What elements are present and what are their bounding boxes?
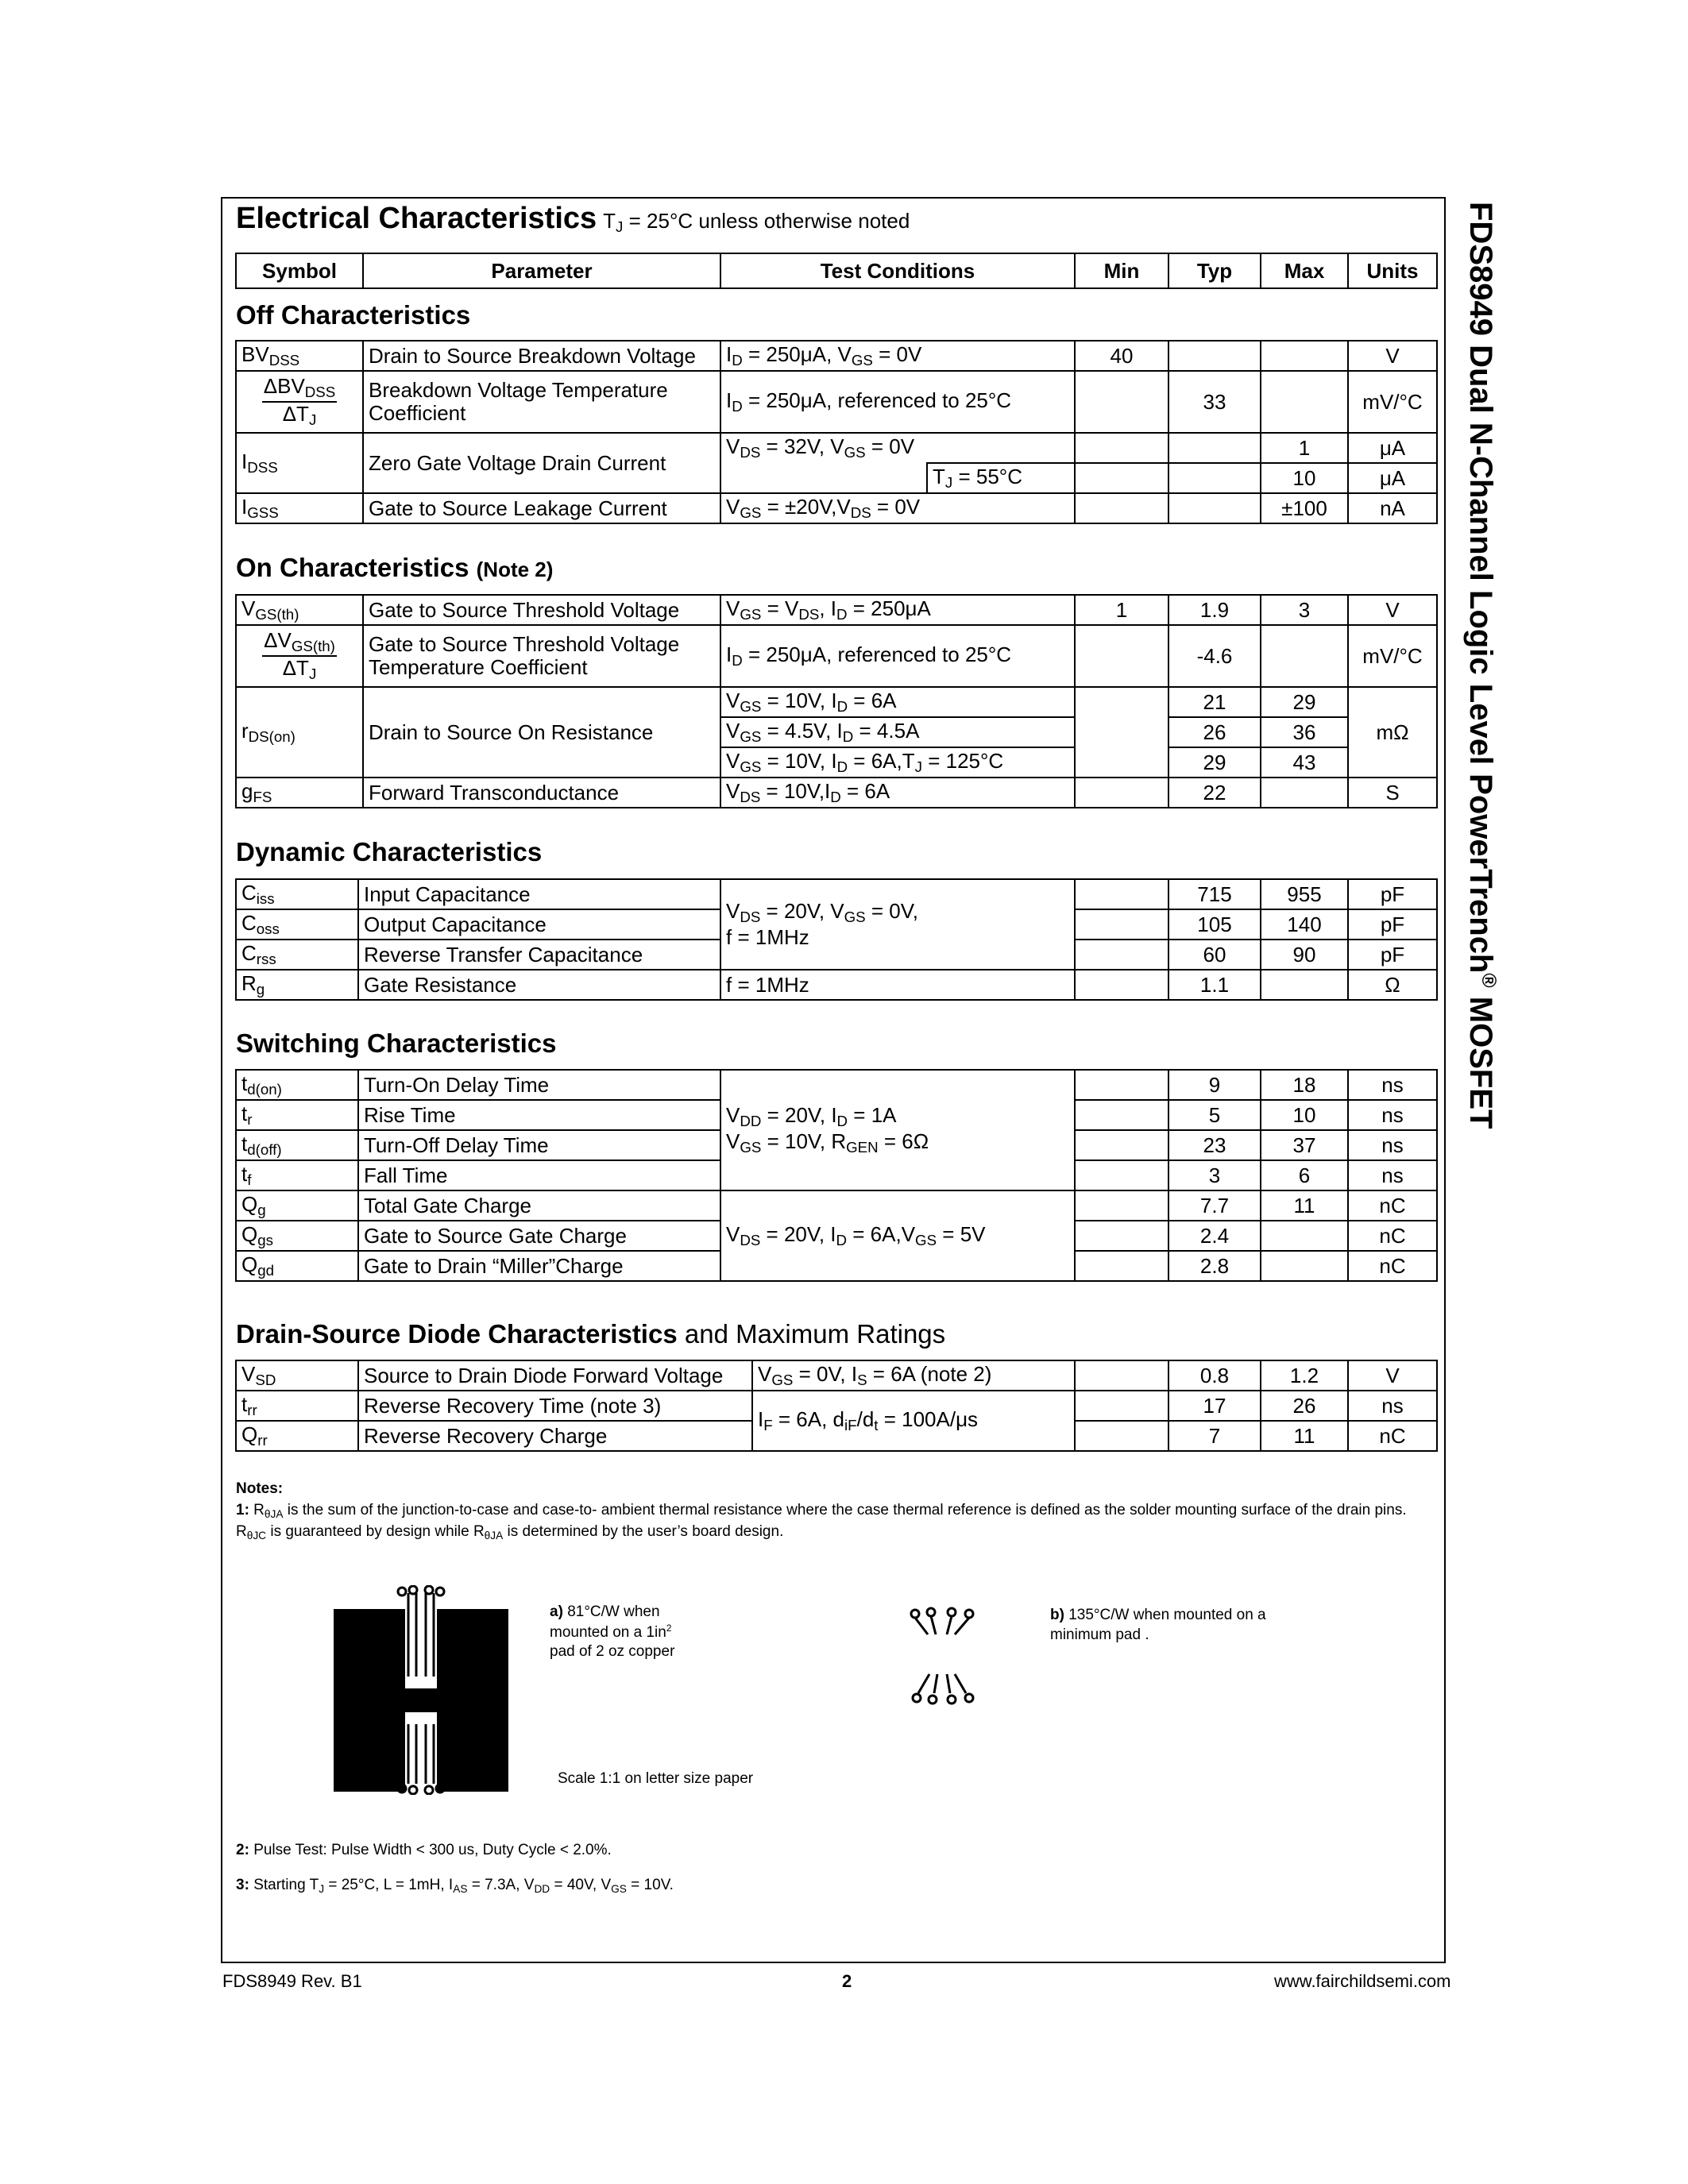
table-row: $\frac{\Delta V_{GS(th)}}{\Delta T_J}$ Gate to Source Threshold Voltage Temperature Coefficient $I_D = 250\mu A$, referenced to 25°C -4.6 mV/°C <box>236 625 1437 687</box>
table-row: $t_{d(on)}$ Turn-On Delay Time $V_{DD} = 20V$, $I_D = 1A$ $V_{GS} = 10V$, $R_{GEN} = 6\Omega$ 9 18 ns <box>236 1070 1437 1100</box>
note-2: 2: Pulse Test: Pulse Width < 300 us, Duty Cycle < 2.0%. <box>236 1842 612 1858</box>
symbol: $C_{iss}$ <box>236 879 358 909</box>
symbol: $\frac{\Delta V_{GS(th)}}{\Delta T_J}$ <box>236 625 363 687</box>
table-row: $r_{DS(on)}$ Drain to Source On Resistance $V_{GS} = 10V$, $I_D = 6A$ 21 29 mΩ <box>236 687 1437 717</box>
table-row: $I_{GSS}$ Gate to Source Leakage Current $V_{GS} = \pm 20V,V_{DS} = 0V$ ±100 nA <box>236 493 1437 523</box>
symbol: $I_{GSS}$ <box>236 493 363 523</box>
title-condition: $T_J = 25^\circ C$ unless otherwise noted <box>603 209 910 236</box>
col-test-conditions: Test Conditions <box>720 253 1075 288</box>
symbol: $Q_{gd}$ <box>236 1251 358 1281</box>
diode-table <box>235 1360 1438 1452</box>
table-row: $Q_g$ Total Gate Charge $V_{DS} = 20V$, $I_D = 6A,V_{GS} = 5V$ 7.7 11 nC <box>236 1190 1437 1221</box>
side-title: FDS8949 Dual N-Channel Logic Level PowerTrench® MOSFET <box>1463 202 1499 1129</box>
symbol: $C_{oss}$ <box>236 909 358 940</box>
col-typ: Typ <box>1168 253 1261 288</box>
symbol: $t_r$ <box>236 1100 358 1130</box>
footer-revision: FDS8949 Rev. B1 <box>222 1971 362 1991</box>
section-dynamic: Dynamic Characteristics <box>236 837 543 866</box>
table-row: $t_f$ Fall Time 3 6 ns <box>236 1160 1437 1190</box>
col-units: Units <box>1348 253 1437 288</box>
page-title: Electrical Characteristics $T_J = 25^\circ C$ unless otherwise noted <box>236 202 910 236</box>
note-b: b) 135°C/W when mounted on a minimum pad . <box>1050 1607 1266 1643</box>
symbol: $t_{d(off)}$ <box>236 1130 358 1160</box>
header-table <box>235 253 1438 289</box>
symbol: $R_g$ <box>236 970 358 1000</box>
symbol: $I_{DSS}$ <box>236 433 363 493</box>
table-row: $V_{GS} = 4.5V$, $I_D = 4.5A$ 26 36 <box>236 717 1437 747</box>
table-row: $V_{SD}$ Source to Drain Diode Forward Voltage $V_{GS} = 0V$, $I_S = 6A$ (note 2) 0.8 1.2 V <box>236 1360 1437 1391</box>
scale-note: Scale 1:1 on letter size paper <box>558 1770 754 1787</box>
table-row: $V_{GS} = 10V$, $I_D = 6A,T_J = 125^\circ C$ 29 43 <box>236 747 1437 778</box>
col-symbol: Symbol <box>236 253 363 288</box>
notes: Notes: 1: $R_{\theta JA}$ is the sum of the junction-to-case and case-to- ambient thermal resistance where the case thermal reference is defined as the solder mounting surface of the drain pins. $R_{\theta JC}$ is guaranteed by design while $R_{\theta JA}$ is determined by the user’s board design. <box>236 1479 1435 1543</box>
symbol: $V_{SD}$ <box>236 1360 358 1391</box>
col-max: Max <box>1261 253 1348 288</box>
note-a: a) 81°C/W when mounted on a $1in^2$ pad of 2 oz copper <box>550 1603 675 1661</box>
symbol: $Q_{gs}$ <box>236 1221 358 1251</box>
table-row: $C_{rss}$ Reverse Transfer Capacitance 60 90 pF <box>236 940 1437 970</box>
table-row: $BV_{DSS}$ Drain to Source Breakdown Voltage $I_D = 250\mu A$, $V_{GS} = 0V$ 40 V <box>236 341 1437 371</box>
symbol: $t_{d(on)}$ <box>236 1070 358 1100</box>
table-row: $C_{iss}$ Input Capacitance $V_{DS} = 20V$, $V_{GS} = 0V$, f = 1MHz 715 955 pF <box>236 879 1437 909</box>
table-row: $Q_{gs}$ Gate to Source Gate Charge 2.4 nC <box>236 1221 1437 1251</box>
symbol: $V_{GS(th)}$ <box>236 595 363 625</box>
col-parameter: Parameter <box>363 253 720 288</box>
table-row: $R_g$ Gate Resistance f = 1MHz 1.1 Ω <box>236 970 1437 1000</box>
col-min: Min <box>1075 253 1168 288</box>
section-diode: Drain-Source Diode Characteristics and Maximum Ratings <box>236 1319 946 1349</box>
symbol: $t_f$ <box>236 1160 358 1190</box>
symbol: $t_{rr}$ <box>236 1391 358 1421</box>
pad-diagram-a <box>326 1585 516 1795</box>
section-on: On Characteristics (Note 2) <box>236 553 554 582</box>
switching-table <box>235 1069 1438 1282</box>
section-off: Off Characteristics <box>236 300 471 330</box>
table-row: $\frac{\Delta BV_{DSS}}{\Delta T_J}$ Breakdown Voltage Temperature Coefficient $I_D = 250\mu A$, referenced to 25°C 33 mV/°C <box>236 371 1437 433</box>
footer-page-number: 2 <box>842 1971 852 1991</box>
note-1: 1: $R_{\theta JA}$ is the sum of the junction-to-case and case-to- ambient thermal resistance where the case thermal reference is defined as the solder mounting surface of the drain pins. $R_{\theta JC}$ is guaranteed by design while $R_{\theta JA}$ is determined by the user’s board design. <box>236 1501 1407 1542</box>
table-row: $t_{d(off)}$ Turn-Off Delay Time 23 37 ns <box>236 1130 1437 1160</box>
symbol: $C_{rss}$ <box>236 940 358 970</box>
symbol: $r_{DS(on)}$ <box>236 687 363 778</box>
table-row: $V_{GS(th)}$ Gate to Source Threshold Voltage $V_{GS} = V_{DS}$, $I_D = 250\mu A$ 1 1.9 3 V <box>236 595 1437 625</box>
symbol: $Q_g$ <box>236 1190 358 1221</box>
table-row: $Q_{rr}$ Reverse Recovery Charge 7 11 nC <box>236 1421 1437 1451</box>
symbol: $Q_{rr}$ <box>236 1421 358 1451</box>
footer-website: www.fairchildsemi.com <box>1274 1971 1451 1991</box>
pad-diagram-b <box>906 1604 985 1707</box>
table-header-row <box>236 253 1437 288</box>
symbol: $g_{FS}$ <box>236 778 363 808</box>
note-3: 3: Starting $T_J = 25^\circ C$, L = 1mH, $I_{AS} = 7.3A$, $V_{DD} = 40V$, $V_{GS} = 10V$. <box>236 1877 674 1895</box>
section-switching: Switching Characteristics <box>236 1028 557 1058</box>
symbol: $\frac{\Delta BV_{DSS}}{\Delta T_J}$ <box>236 371 363 433</box>
table-row: $I_{DSS}$ Zero Gate Voltage Drain Current $V_{DS} = 32V$, $V_{GS} = 0V$ 1 μA <box>236 433 1437 463</box>
on-table <box>235 594 1438 808</box>
dynamic-table <box>235 878 1438 1001</box>
table-row: $g_{FS}$ Forward Transconductance $V_{DS} = 10V,I_D = 6A$ 22 S <box>236 778 1437 808</box>
off-table <box>235 340 1438 524</box>
table-row: $Q_{gd}$ Gate to Drain “Miller”Charge 2.8 nC <box>236 1251 1437 1281</box>
table-row: $t_r$ Rise Time 5 10 ns <box>236 1100 1437 1130</box>
table-row: $T_J = 55^\circ C$ 10 μA <box>236 463 1437 493</box>
symbol: $BV_{DSS}$ <box>236 341 363 371</box>
table-row: $C_{oss}$ Output Capacitance 105 140 pF <box>236 909 1437 940</box>
table-row: $t_{rr}$ Reverse Recovery Time (note 3) $I_F = 6A$, $d_{iF}/d_t = 100A/\mu s$ 17 26 ns <box>236 1391 1437 1421</box>
